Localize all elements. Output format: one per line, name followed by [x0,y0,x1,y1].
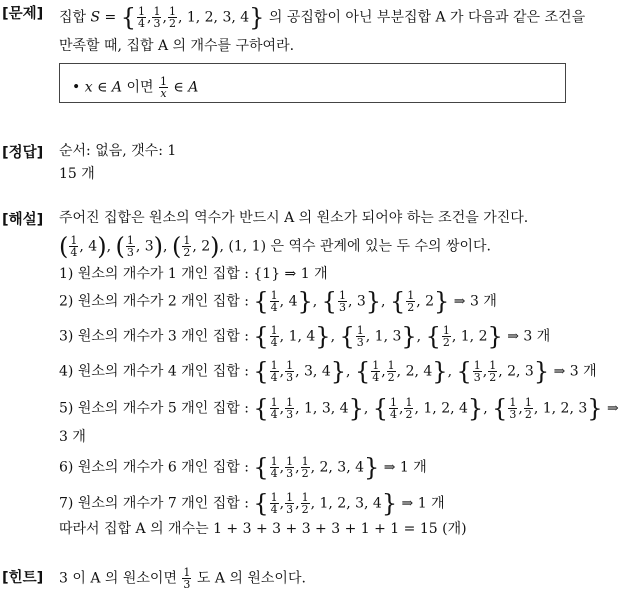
answer-line-1: 순서: 없음, 갯수: 1 [59,143,177,159]
case-5-continued: 3 개 [59,429,86,445]
case-6: 6) 원소의 개수가 6 개인 집합 : { $\frac{1}{4}$ , $\frac{1}{3}$ , $\frac{1}{2}$ , 2, 3, 4} ⇒ 1 개 [59,453,427,482]
problem-line-1: 집합 S = { $\frac{1}{4}$ , $\frac{1}{3}$ , $\frac{1}{2}$ , 1, 2, 3, 4} 의 공집합이 아닌 부분집합 A 가 다음과 같은 조건을 [59,3,586,32]
case-7: 7) 원소의 개수가 7 개인 집합 : { $\frac{1}{4}$ , $\frac{1}{3}$ , $\frac{1}{2}$ , 1, 2, 3, 4} ⇒ 1 개 [59,489,445,518]
problem-label: [문제] [2,6,44,22]
case-4: 4) 원소의 개수가 4 개인 집합 : { $\frac{1}{4}$ , $\frac{1}{3}$ , 3, 4}, { $\frac{1}{4}$ , $\frac{1}{2}$ , 2, 4}, { $\frac{1}{3}$ , $\frac{1}{2}$ , 2, 3} ⇒ 3 개 [59,357,597,386]
solution-intro: 주어진 집합은 원소의 역수가 반드시 A 의 원소가 되어야 하는 조건을 가진다. [59,210,529,226]
answer-label: [정답] [2,145,44,161]
solution-conclusion: 따라서 집합 A 의 개수는 1 + 3 + 3 + 3 + 3 + 1 + 1 = 15 (개) [59,521,467,537]
case-3: 3) 원소의 개수가 3 개인 집합 : { $\frac{1}{4}$ , 1, 4}, { $\frac{1}{3}$ , 1, 3}, { $\frac{1}{2}$ , 1, 2} ⇒ 3 개 [59,322,551,351]
problem-line-2: 만족할 때, 집합 A 의 개수를 구하여라. [59,38,295,54]
hint-line: 3 이 A 의 원소이면 $\frac{1}{3}$ 도 A 의 원소이다. [59,566,306,591]
problem-text-post: 의 공집합이 아닌 부분집합 A 가 다음과 같은 조건을 [268,9,586,26]
case-5: 5) 원소의 개수가 5 개인 집합 : { $\frac{1}{4}$ , $\frac{1}{3}$ , 1, 3, 4}, { $\frac{1}{4}$ , $\frac{1}{2}$ , 1, 2, 4}, { $\frac{1}{3}$ , $\frac{1}{2}$ , 1, 2, 3} ⇒ [59,394,619,423]
problem-text-pre: 집합 [59,9,87,26]
case-1: 1) 원소의 개수가 1 개인 집합 : {1} ⇒ 1 개 [59,266,328,282]
condition-box [59,63,566,103]
answer-line-2: 15 개 [59,166,95,182]
hint-label: [힌트] [2,570,44,586]
condition-item: • x ∈ A 이면 $\frac{1}{x}$ ∈ A [72,75,199,100]
solution-pairs: ( $\frac{1}{4}$ , 4), ( $\frac{1}{3}$ , 3), ( $\frac{1}{2}$ , 2), (1, 1) 은 역수 관계에 있는 두 수의 쌍이다. [59,232,491,261]
set-s-label: S = [90,9,117,26]
case-2: 2) 원소의 개수가 2 개인 집합 : { $\frac{1}{4}$ , 4}, { $\frac{1}{3}$ , 3}, { $\frac{1}{2}$ , 2} ⇒ 3 개 [59,287,497,316]
solution-label: [해설] [2,212,44,228]
